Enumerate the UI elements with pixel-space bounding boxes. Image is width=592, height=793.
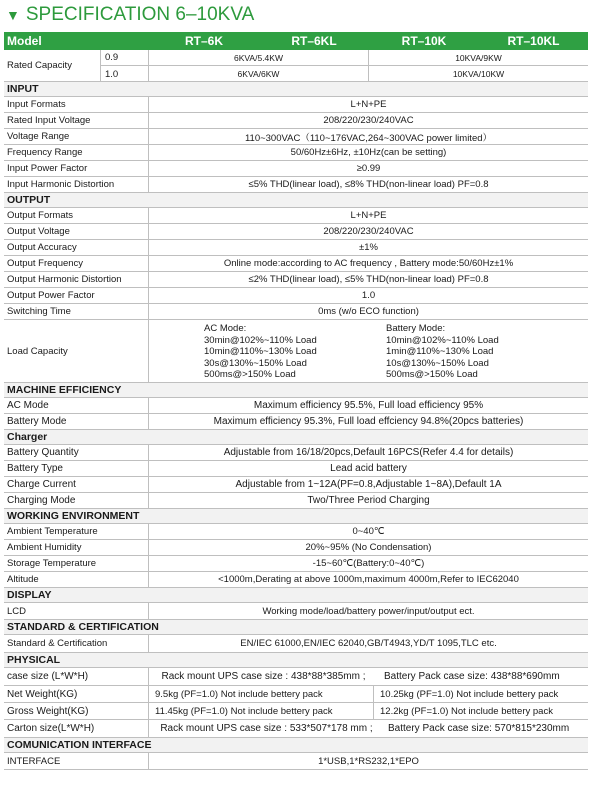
spec-row: [4, 753, 588, 770]
model-rt-10k: RT–10K: [401, 34, 447, 48]
section-efficiency: MACHINE EFFICIENCY: [4, 383, 588, 398]
battery-mode-list: [386, 323, 499, 381]
spec-label: Ambient Temperature: [7, 526, 98, 537]
model-rt-10kl: RT–10KL: [507, 34, 560, 48]
spec-value: Maximum efficiency 95.5%, Full load efficiency 95%: [148, 398, 588, 413]
spec-label: Altitude: [7, 574, 39, 585]
section-display: DISPLAY: [4, 588, 588, 603]
spec-value: Online mode:according to AC frequency , Battery mode:50/60Hz±1%: [148, 256, 588, 271]
spec-label: Storage Temperature: [7, 558, 97, 569]
load-capacity-value: [148, 320, 588, 382]
spec-label: Battery Type: [7, 463, 63, 474]
load-capacity-label: Load Capacity: [7, 345, 68, 357]
spec-value: <1000m,Derating at above 1000m,maximum 4000m,Refer to IEC62040: [148, 572, 588, 587]
ups-carton-size: Rack mount UPS case size : 533*507*178 mm ;: [148, 720, 384, 737]
spec-value: EN/IEC 61000,EN/IEC 62040,GB/T4943,YD/T 1095,TLC etc.: [148, 635, 588, 652]
capacity-6k-pf09: 6KVA/5.4KW: [148, 50, 368, 66]
battery-mode-line: 10s@130%~150% Load: [386, 357, 489, 369]
spec-title: [6, 2, 254, 28]
spec-value: Adjustable from 16/18/20pcs,Default 16PCS(Refer 4.4 for details): [148, 445, 588, 460]
pf-1-0: 1.0: [100, 66, 148, 82]
ac-mode-line: 500ms@>150% Load: [204, 369, 296, 380]
spec-title-text: SPECIFICATION 6–10KVA: [25, 4, 255, 25]
model-rt-6kl: RT–6KL: [291, 34, 337, 48]
spec-row: [4, 208, 588, 224]
spec-row: [4, 256, 588, 272]
spec-row: [4, 603, 588, 620]
spec-label: Standard & Certification: [7, 638, 108, 649]
spec-row: [4, 177, 588, 193]
spec-value: Working mode/load/battery power/input/output ect.: [148, 603, 588, 619]
spec-value: L+N+PE: [148, 97, 588, 112]
spec-row: [4, 540, 588, 556]
section-input: INPUT: [4, 82, 588, 97]
spec-value: -15~60℃(Battery:0~40℃): [148, 556, 588, 571]
battery-mode-line: Battery Mode:: [386, 323, 446, 334]
model-header-row: [4, 32, 588, 50]
spec-value: 208/220/230/240VAC: [148, 113, 588, 128]
gross-weight-ups: 11.45kg (PF=1.0) Not include bettery pack: [148, 703, 374, 719]
triangle-down-icon: ▼: [6, 7, 20, 23]
spec-value: ≤5% THD(linear load), ≤8% THD(non-linear load) PF=0.8: [148, 177, 588, 192]
spec-row: [4, 97, 588, 113]
net-weight-row: [4, 686, 588, 703]
carton-size-row: [4, 720, 588, 738]
spec-value: 0~40℃: [148, 524, 588, 539]
section-standard: STANDARD & CERTIFICATION: [4, 620, 588, 635]
spec-label: case size (L*W*H): [7, 671, 89, 682]
spec-row: [4, 288, 588, 304]
spec-value: ≤2% THD(linear load), ≤5% THD(non-linear load) PF=0.8: [148, 272, 588, 287]
spec-value: Maximum efficiency 95.3%, Full load effciency 94.8%(20pcs batteries): [148, 414, 588, 429]
spec-row: [4, 445, 588, 461]
net-weight-pack: 10.25kg (PF=1.0) Not include bettery pack: [380, 688, 559, 700]
section-charger: Charger: [4, 430, 588, 445]
ac-mode-list: [204, 323, 317, 381]
spec-label: Frequency Range: [7, 147, 83, 158]
section-communication: COMUNICATION INTERFACE: [4, 738, 588, 753]
spec-row: [4, 224, 588, 240]
ac-mode-line: 30s@130%~150% Load: [204, 357, 307, 369]
spec-value: 110~300VAC（110~176VAC,264~300VAC power limited）: [148, 129, 588, 144]
ups-case-size: Rack mount UPS case size : 438*88*385mm ;: [148, 668, 378, 685]
ac-mode-line: AC Mode:: [204, 323, 247, 334]
spec-label: Voltage Range: [7, 131, 70, 142]
spec-label: Net Weight(KG): [7, 688, 78, 700]
spec-value: L+N+PE: [148, 208, 588, 223]
spec-row: [4, 493, 588, 509]
spec-value: ≥0.99: [148, 161, 588, 176]
spec-label: Output Accuracy: [7, 242, 77, 253]
spec-row: [4, 161, 588, 177]
spec-row: [4, 398, 588, 414]
spec-row: [4, 272, 588, 288]
spec-label: Gross Weight(KG): [7, 705, 89, 717]
ac-mode-line: 10min@110%~130% Load: [204, 346, 317, 357]
spec-row: [4, 304, 588, 320]
spec-value: Two/Three Period Charging: [148, 493, 588, 508]
spec-label: INTERFACE: [7, 755, 61, 767]
spec-label: Charging Mode: [7, 495, 76, 506]
spec-value: Adjustable from 1~12A(PF=0.8,Adjustable 1~8A),Default 1A: [148, 477, 588, 492]
spec-label: Rated Input Voltage: [7, 115, 91, 126]
spec-value: Lead acid battery: [148, 461, 588, 476]
spec-label: Input Harmonic Distortion: [7, 179, 115, 190]
case-size-row: [4, 668, 588, 686]
load-capacity-row: [4, 320, 588, 383]
spec-value: ±1%: [148, 240, 588, 255]
spec-value: 1.0: [148, 288, 588, 303]
spec-table: [4, 50, 588, 770]
spec-row: [4, 240, 588, 256]
spec-label: Battery Quantity: [7, 447, 79, 458]
spec-label: Output Formats: [7, 210, 73, 221]
model-label: Model: [7, 34, 42, 48]
spec-label: Charge Current: [7, 479, 76, 490]
spec-label: Output Frequency: [7, 258, 84, 269]
battery-mode-line: 1min@110%~130% Load: [386, 346, 494, 357]
spec-value: 208/220/230/240VAC: [148, 224, 588, 239]
rated-capacity-label: Rated Capacity: [7, 60, 72, 71]
rated-capacity-row: [4, 50, 588, 82]
model-rt-6k: RT–6K: [184, 34, 223, 48]
spec-row: [4, 524, 588, 540]
spec-row: [4, 556, 588, 572]
spec-label: Output Power Factor: [7, 290, 95, 301]
capacity-10k-pf10: 10KVA/10KW: [368, 66, 588, 82]
section-environment: WORKING ENVIRONMENT: [4, 509, 588, 524]
spec-row: [4, 635, 588, 653]
spec-label: LCD: [7, 605, 27, 617]
spec-row: [4, 129, 588, 145]
spec-row: [4, 477, 588, 493]
spec-row: [4, 113, 588, 129]
spec-row: [4, 572, 588, 588]
spec-row: [4, 145, 588, 161]
battery-carton-size: Battery Pack case size: 570*815*230mm: [388, 723, 570, 734]
capacity-10k-pf09: 10KVA/9KW: [368, 50, 588, 66]
spec-value: 0ms (w/o ECO function): [148, 304, 588, 319]
spec-value: 50/60Hz±6Hz, ±10Hz(can be setting): [148, 145, 588, 160]
spec-label: Output Voltage: [7, 226, 70, 237]
section-physical: PHYSICAL: [4, 653, 588, 668]
spec-label: Output Harmonic Distortion: [7, 274, 122, 285]
spec-label: Ambient Humidity: [7, 542, 82, 553]
gross-weight-pack: 12.2kg (PF=1.0) Not include bettery pack: [380, 705, 553, 717]
battery-mode-line: 10min@102%~110% Load: [386, 334, 499, 346]
spec-value: 20%~95% (No Condensation): [148, 540, 588, 555]
spec-label: AC Mode: [7, 400, 49, 411]
capacity-6k-pf10: 6KVA/6KW: [148, 66, 368, 82]
net-weight-ups: 9.5kg (PF=1.0) Not include bettery pack: [148, 686, 374, 702]
spec-label: Switching Time: [7, 306, 71, 317]
pf-0-9: 0.9: [100, 50, 148, 66]
section-output: OUTPUT: [4, 193, 588, 208]
spec-value: 1*USB,1*RS232,1*EPO: [148, 753, 588, 769]
spec-label: Battery Mode: [7, 416, 67, 427]
gross-weight-row: [4, 703, 588, 720]
spec-label: Input Formats: [7, 99, 66, 110]
ac-mode-line: 30min@102%~110% Load: [204, 334, 317, 346]
battery-mode-line: 500ms@>150% Load: [386, 369, 478, 380]
spec-label: Input Power Factor: [7, 163, 88, 174]
spec-label: Carton size(L*W*H): [7, 723, 95, 734]
spec-row: [4, 461, 588, 477]
battery-case-size: Battery Pack case size: 438*88*690mm: [384, 671, 560, 682]
spec-row: [4, 414, 588, 430]
